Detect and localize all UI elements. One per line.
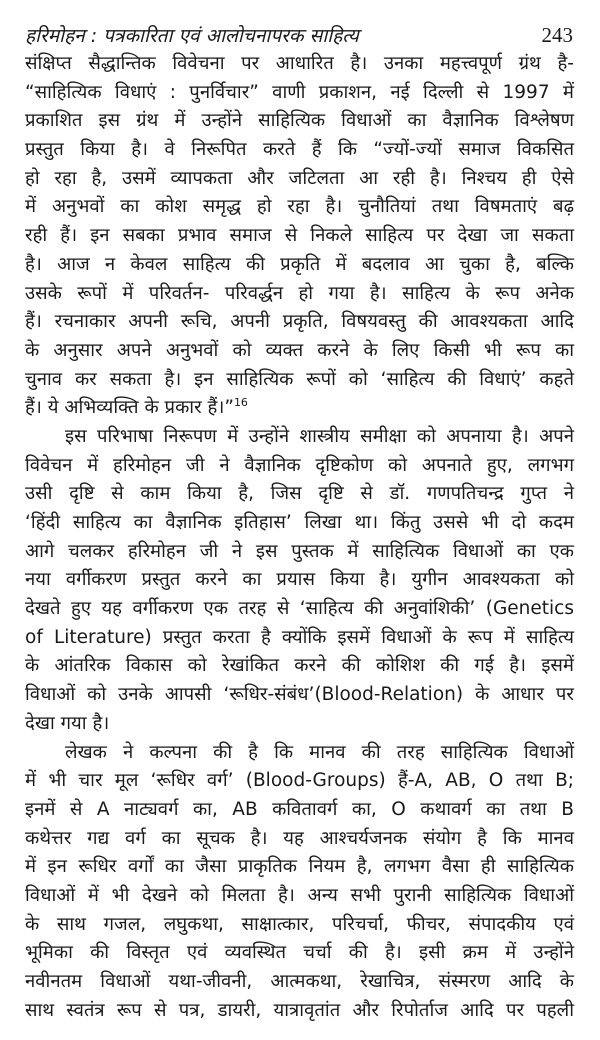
text-line xyxy=(25,193,574,222)
text-line-content: के साथ गजल, लघुकथा, साक्षात्कार, परिचर्चा, फीचर, संपादकीय एवं xyxy=(25,913,574,935)
text-line xyxy=(25,652,574,681)
text-line xyxy=(25,280,574,309)
text-line xyxy=(25,423,574,452)
text-line-content: of Literature) प्रस्तुत करता है क्योंकि इसमें विधाओं के रूप में साहित्य xyxy=(25,626,574,648)
text-line-content: प्रस्तुत किया है। वे निरूपित करते हैं कि “ज्यों-ज्यों समाज विकसित xyxy=(25,139,574,161)
text-line xyxy=(25,337,574,366)
text-line-content: साथ स्वतंत्र रूप से पत्र, डायरी, यात्रावृतांत और रिपोर्ताज आदि पर पहली xyxy=(25,999,574,1021)
text-line xyxy=(25,509,574,538)
text-line xyxy=(25,710,574,739)
text-line xyxy=(25,767,574,796)
text-line xyxy=(25,681,574,710)
footnote-reference: 16 xyxy=(233,396,248,410)
text-line-content: कथेत्तर गद्य वर्ग का सूचक है। यह आश्चर्यजनक संयोग है कि मानव xyxy=(25,827,574,849)
text-line xyxy=(25,595,574,624)
text-line-content: में अनुभवों का कोश समृद्ध हो रहा है। चुनौतियां तथा विषमताएं बढ़ xyxy=(25,196,574,218)
text-line xyxy=(25,366,574,395)
text-line xyxy=(25,308,574,337)
text-line-content: भूमिका की विस्तृत एवं व्यवस्थित चर्चा की है। इसी क्रम में उन्होंने xyxy=(25,942,574,964)
text-line-content: इस परिभाषा निरूपण में उन्होंने शास्त्रीय समीक्षा को अपनाया है। अपने xyxy=(65,425,574,447)
page-number: 243 xyxy=(541,23,573,47)
text-line xyxy=(25,939,574,968)
running-title: हरिमोहन : पत्रकारिता एवं आलोचनापरक साहित्य xyxy=(25,25,359,47)
text-line-content: के अनुसार अपने अनुभवों को व्यक्त करने के लिए किसी भी रूप का xyxy=(25,339,574,361)
text-line xyxy=(25,624,574,653)
text-line xyxy=(25,452,574,481)
text-line xyxy=(25,911,574,940)
text-line xyxy=(25,997,574,1026)
text-line xyxy=(25,739,574,768)
running-header xyxy=(25,22,573,52)
text-line-content: विवेचन में हरिमोहन जी ने वैज्ञानिक दृष्टिकोण को अपनाते हुए, लगभग xyxy=(25,454,574,476)
text-line xyxy=(25,480,574,509)
text-line-content: “साहित्यिक विधाएं : पुनर्विचार” वाणी प्रकाशन, नई दिल्ली से 1997 में xyxy=(25,81,574,103)
text-line xyxy=(25,825,574,854)
text-line-content: में भी चार मूल ‘रूधिर वर्ग’ (Blood-Groups) हैं-A, AB, O तथा B; xyxy=(25,770,574,792)
text-line-content: आगे चलकर हरिमोहन जी ने इस पुस्तक में साहित्यिक विधाओं का एक xyxy=(25,540,574,562)
text-line xyxy=(25,968,574,997)
text-line xyxy=(25,222,574,251)
text-line-content: उसी दृष्टि से काम किया है, जिस दृष्टि से डॉ. गणपतिचन्द्र गुप्त ने xyxy=(25,483,574,505)
text-line-content: के आंतरिक विकास को रेखांकित करने की कोशिश की गई है। इसमें xyxy=(25,655,574,677)
text-line xyxy=(25,136,574,165)
text-line-content: में इन रूधिर वर्गों का जैसा प्राकृतिक नियम है, लगभग वैसा ही साहित्यिक xyxy=(25,856,574,878)
text-line xyxy=(25,853,574,882)
text-line-content: नया वर्गीकरण प्रस्तुत करने का प्रयास किया है। युगीन आवश्यकता को xyxy=(25,569,574,591)
text-line-content: रही हैं। इन सबका प्रभाव समाज से निकले साहित्य पर देखा जा सकता xyxy=(25,225,574,247)
text-line-content: देखते हुए यह वर्गीकरण एक तरह से ‘साहित्य की अनुवांशिकी’ (Genetics xyxy=(25,598,574,620)
page-body xyxy=(25,50,574,1025)
text-line-content: लेखक ने कल्पना की है कि मानव की तरह साहित्यिक विधाओं xyxy=(65,741,574,763)
text-line xyxy=(25,394,574,423)
text-line xyxy=(25,50,574,79)
text-line xyxy=(25,107,574,136)
text-line-content: ‘हिंदी साहित्य का वैज्ञानिक इतिहास’ लिखा था। किंतु उससे भी दो कदम xyxy=(25,512,574,533)
text-line xyxy=(25,796,574,825)
text-line-content: चुनाव कर सकता है। इन साहित्यिक रूपों को ‘साहित्य की विधाएं’ कहते xyxy=(25,368,574,390)
text-line xyxy=(25,882,574,911)
text-line-content: है। आज न केवल साहित्य की प्रकृति में बदलाव आ चुका है, बल्कि xyxy=(25,253,574,275)
text-line xyxy=(25,251,574,280)
text-line xyxy=(25,566,574,595)
text-line xyxy=(25,165,574,194)
text-line-content: उसके रूपों में परिवर्तन- परिवर्द्धन हो गया है। साहित्य के रूप अनेक xyxy=(25,282,574,304)
text-line-content: हैं। रचनाकार अपनी रूचि, अपनी प्रकृति, विषयवस्तु की आवश्यकता आदि xyxy=(25,311,574,333)
text-line xyxy=(25,538,574,567)
text-line-content: विधाओं में भी देखने को मिलता है। अन्य सभी पुरानी साहित्यिक विधाओं xyxy=(25,884,574,906)
text-line xyxy=(25,79,574,108)
text-line-content: इनमें से A नाट्यवर्ग का, AB कवितावर्ग का, O कथावर्ग का तथा B xyxy=(25,798,574,820)
text-line-content: संक्षिप्त सैद्धान्तिक विवेचना पर आधारित है। उनका महत्त्वपूर्ण ग्रंथ है- xyxy=(25,53,574,74)
text-line-content: नवीनतम विधाओं यथा-जीवनी, आत्मकथा, रेखाचित्र, संस्मरण आदि के xyxy=(25,971,574,992)
text-line-content: हो रहा है, उसमें व्यापकता और जटिलता आ रही है। निश्चय ही ऐसे xyxy=(25,167,574,189)
text-line-content: देखा गया है। xyxy=(25,712,110,734)
text-line-content: प्रकाशित इस ग्रंथ में उन्होंने साहित्यिक विधाओं का वैज्ञानिक विश्लेषण xyxy=(25,110,574,132)
text-line-content: विधाओं को उनके आपसी ‘रूधिर-संबंध’(Blood-Relation) के आधार पर xyxy=(25,684,574,706)
text-line-content: हैं। ये अभिव्यक्ति के प्रकार हैं।” xyxy=(25,397,234,419)
